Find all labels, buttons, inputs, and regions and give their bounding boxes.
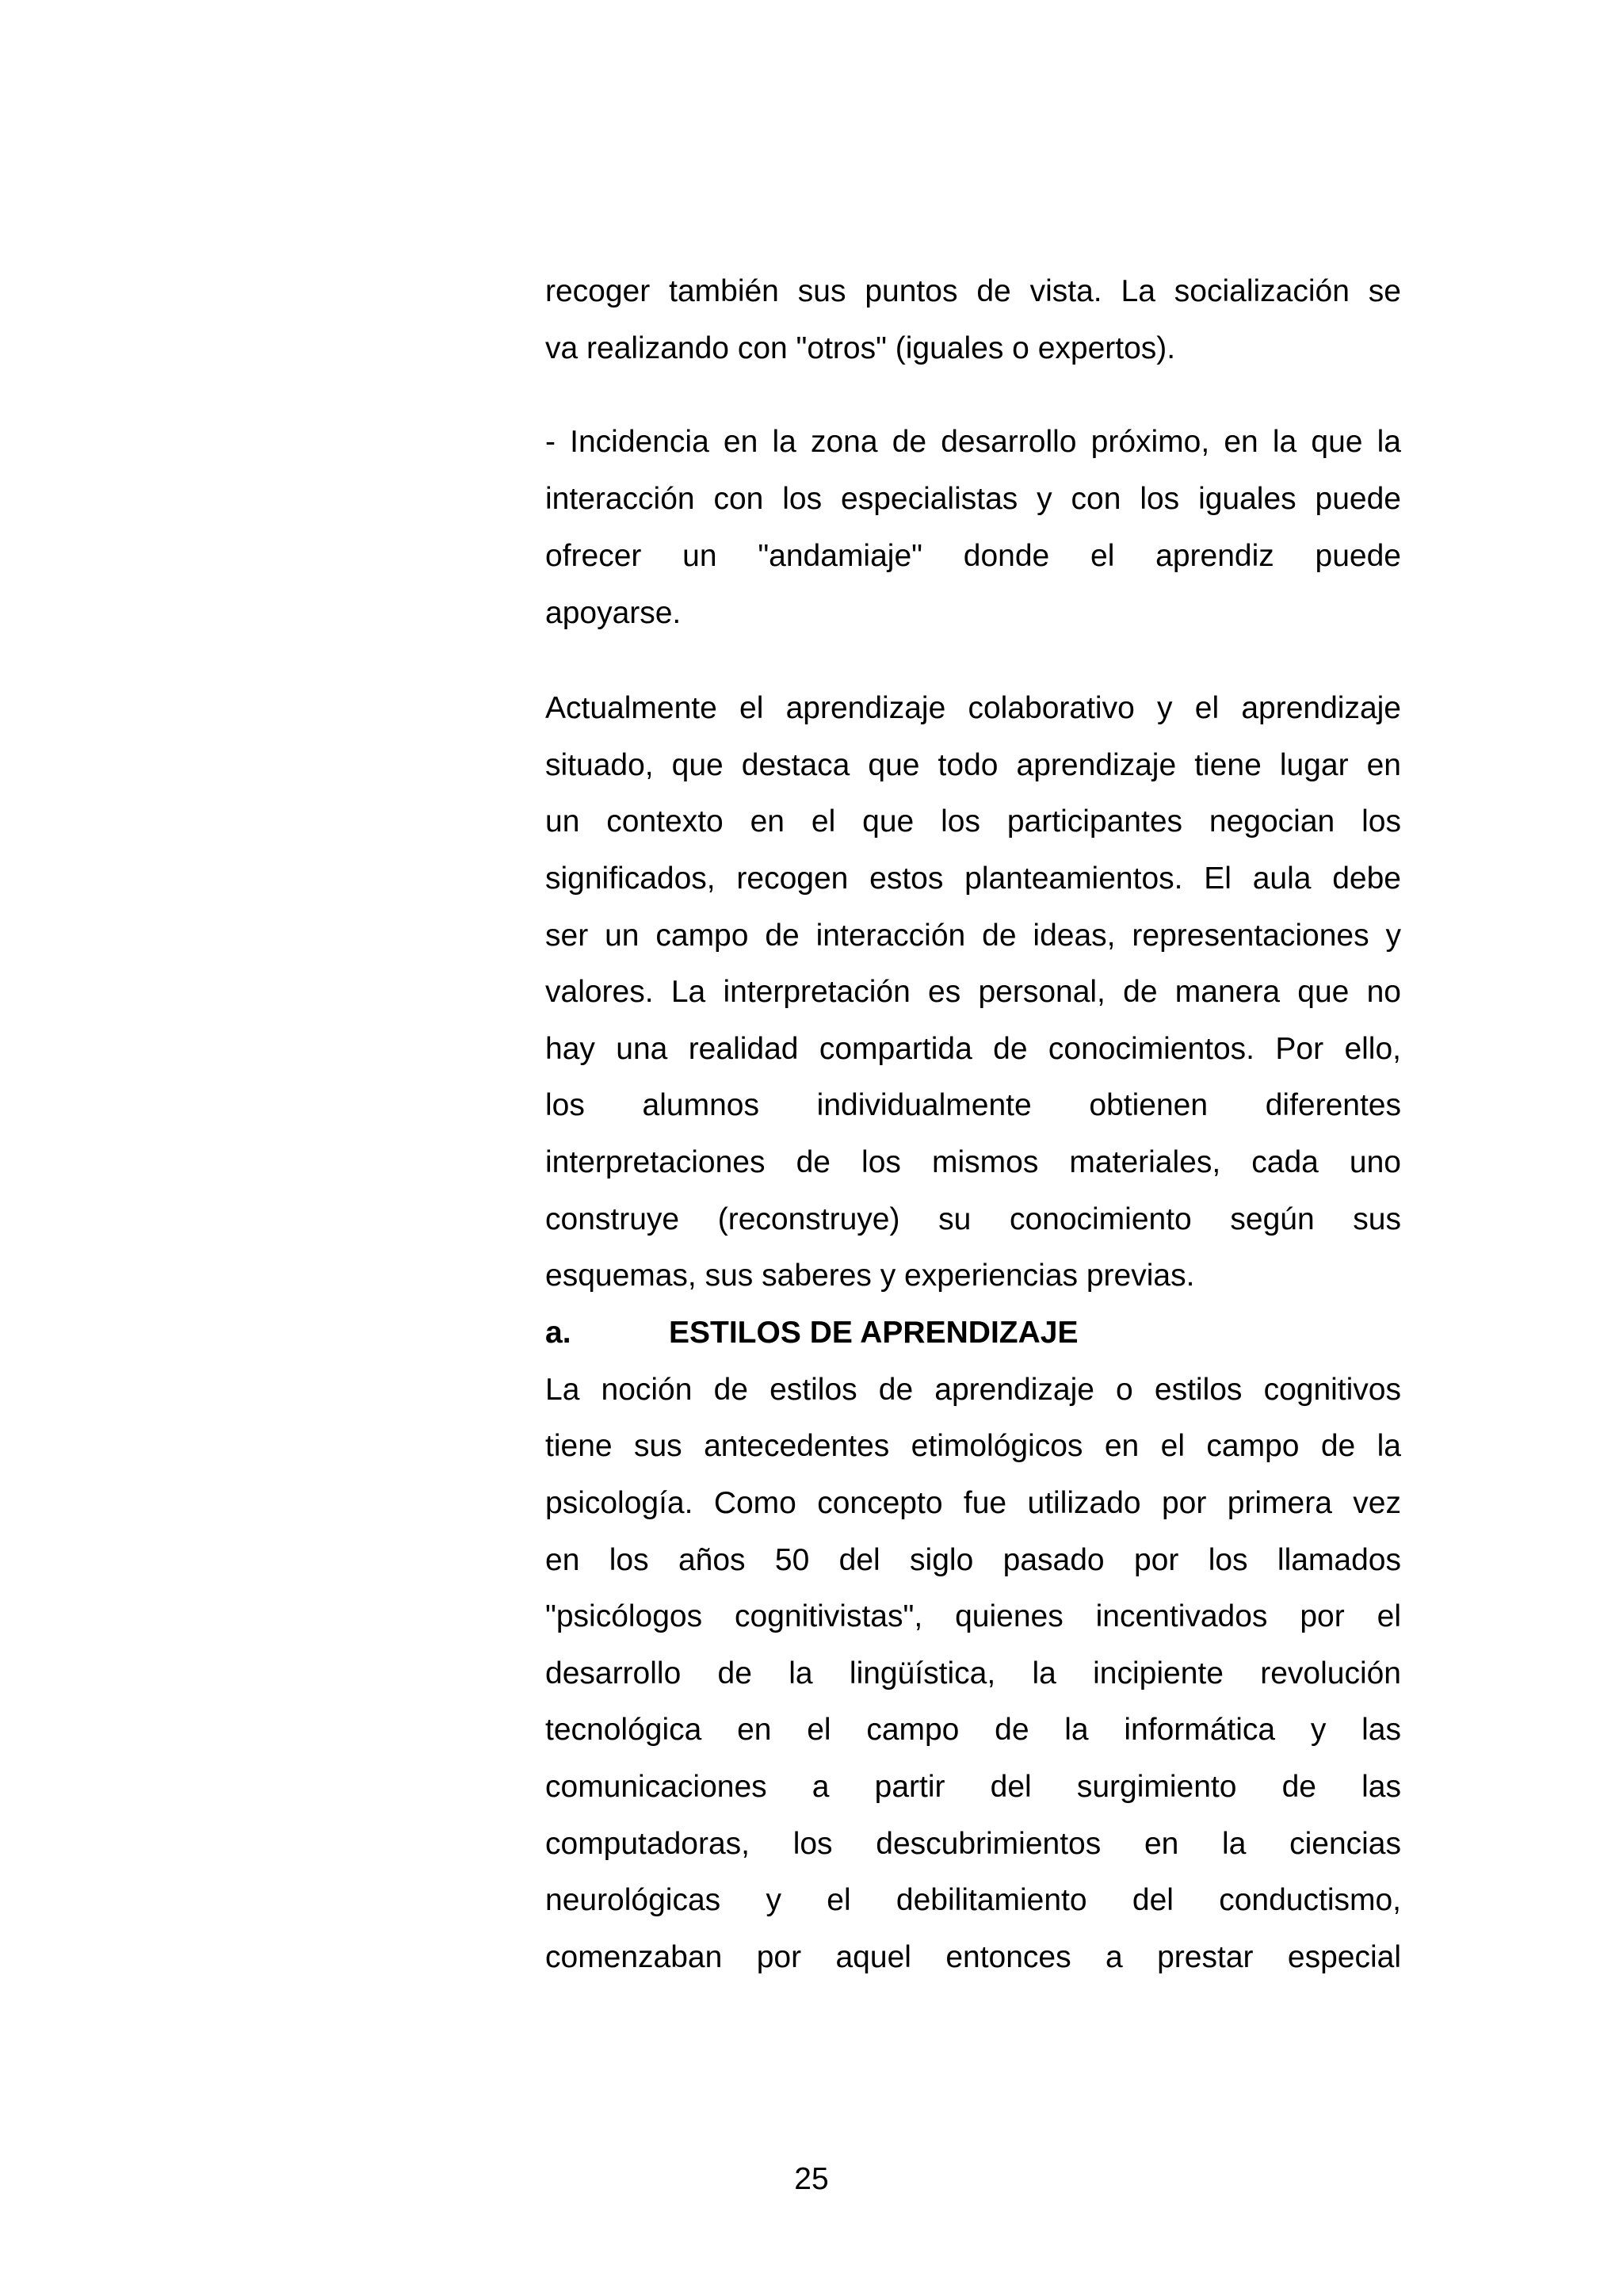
paragraph-1-line-2: va realizando con "otros" (iguales o expertos). [545,331,1176,365]
section-paragraph-line-8: comunicaciones a partir del surgimiento de las [545,1770,1401,1804]
section-paragraph-line-1: La noción de estilos de aprendizaje o estilos cognitivos [545,1373,1401,1407]
section-paragraph-line-4: en los años 50 del siglo pasado por los llamados [545,1543,1401,1577]
section-paragraph-line-5: "psicólogos cognitivistas", quienes incentivados por el [545,1599,1401,1633]
paragraph-3-line-5: ser un campo de interacción de ideas, representaciones y [545,919,1401,953]
section-paragraph-line-10: neurológicas y el debilitamiento del conductismo, [545,1883,1401,1917]
paragraph-2-line-1: - Incidencia en la zona de desarrollo próximo, en la que la [545,425,1401,459]
paragraph-3-line-7: hay una realidad compartida de conocimientos. Por ello, [545,1032,1401,1066]
paragraph-2-line-4: apoyarse. [545,596,682,630]
section-heading-title: ESTILOS DE APRENDIZAJE [669,1316,1079,1350]
section-paragraph-line-9: computadoras, los descubrimientos en la ciencias [545,1827,1401,1861]
paragraph-3-line-3: un contexto en el que los participantes negocian los [545,804,1401,839]
section-heading-number: a. [545,1316,571,1350]
section-paragraph-line-3: psicología. Como concepto fue utilizado por primera vez [545,1486,1401,1520]
paragraph-3-line-4: significados, recogen estos planteamientos. El aula debe [545,861,1401,896]
section-paragraph-line-6: desarrollo de la lingüística, la incipiente revolución [545,1656,1401,1690]
paragraph-2-line-2: interacción con los especialistas y con los iguales puede [545,482,1401,516]
page-number: 25 [794,2162,829,2196]
section-paragraph-line-2: tiene sus antecedentes etimológicos en el campo de la [545,1429,1401,1463]
paragraph-3-line-9: interpretaciones de los mismos materiales, cada uno [545,1145,1401,1179]
paragraph-1-line-1: recoger también sus puntos de vista. La socialización se [545,274,1401,308]
paragraph-3-line-8: los alumnos individualmente obtienen diferentes [545,1088,1401,1122]
section-paragraph-line-11: comenzaban por aquel entonces a prestar especial [545,1940,1401,1974]
section-heading [545,1309,1401,1357]
paragraph-3-line-1: Actualmente el aprendizaje colaborativo y el aprendizaje [545,691,1401,725]
paragraph-3-line-6: valores. La interpretación es personal, de manera que no [545,975,1401,1009]
section-paragraph-line-7: tecnológica en el campo de la informática y las [545,1713,1401,1747]
paragraph-3-line-11: esquemas, sus saberes y experiencias previas. [545,1259,1195,1293]
paragraph-3-line-2: situado, que destaca que todo aprendizaje tiene lugar en [545,748,1401,782]
paragraph-3-line-10: construye (reconstruye) su conocimiento según sus [545,1202,1401,1236]
paragraph-2-line-3: ofrecer un "andamiaje" donde el aprendiz puede [545,539,1401,573]
